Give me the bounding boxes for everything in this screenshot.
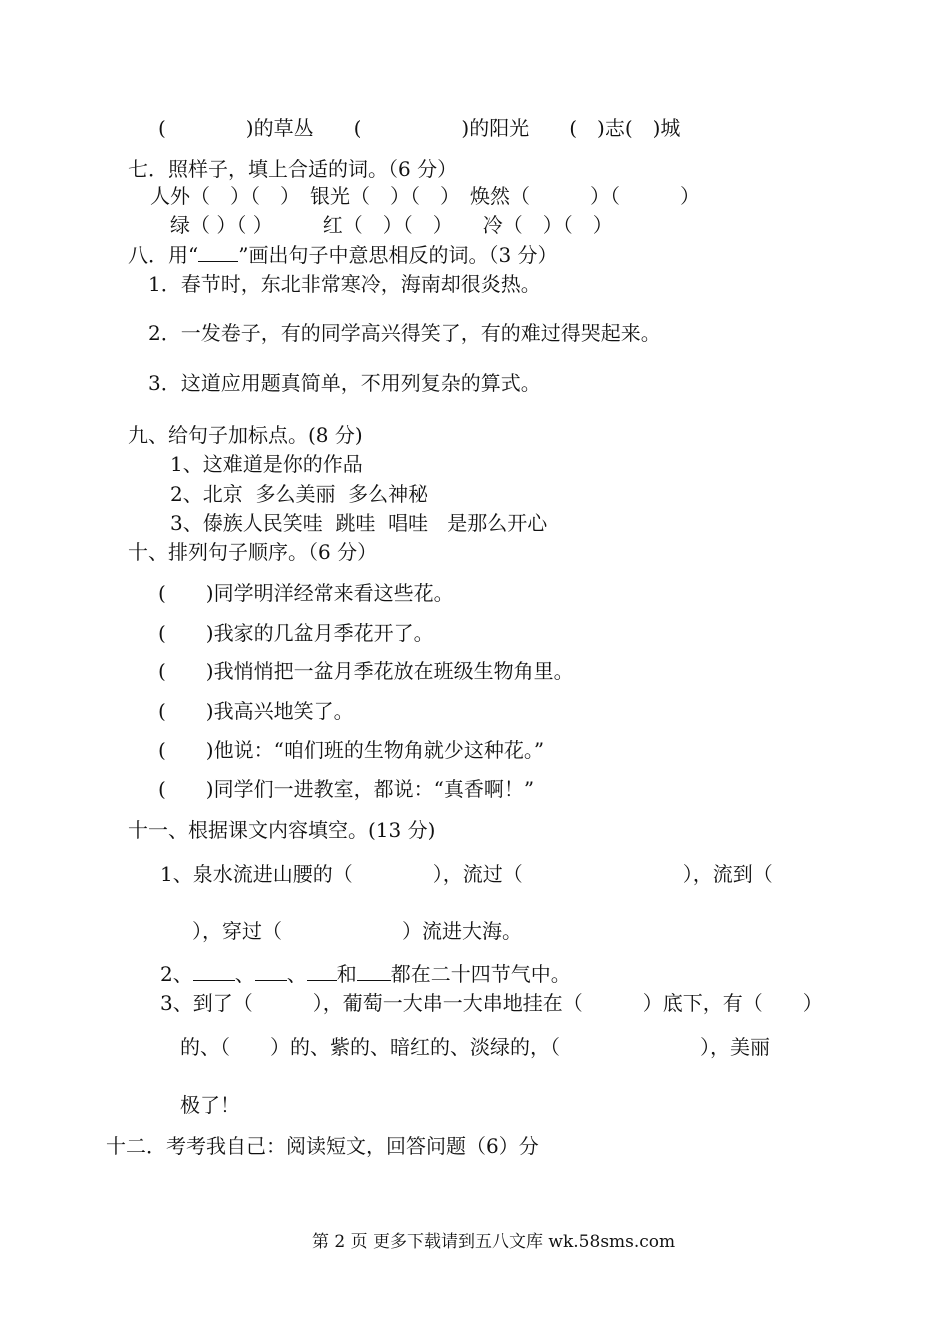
section-8-title: 八．用“ ”画出句子中意思相反的词。（3 分） — [128, 243, 558, 267]
answer-blank — [307, 962, 337, 981]
section-12-title: 十二．考考我自己：阅读短文，回答问题（6）分 — [106, 1134, 539, 1158]
section-11-item-1-line-2: ），穿过（ ）流进大海。 — [192, 919, 522, 943]
section-11-item-3-line-1: 3、到了（ ），葡萄一大串一大串地挂在（ ）底下，有（ ） — [160, 991, 823, 1015]
answer-blank — [193, 962, 235, 981]
section-11-item-1-line-1: 1、泉水流进山腰的（ ），流过（ ），流到（ — [160, 862, 773, 886]
fill-blank-line: ( )的草丛 ( )的阳光 ( )志( )城 — [158, 116, 681, 140]
section-9-item-1: 1、这难道是你的作品 — [170, 452, 363, 476]
section-9-item-2: 2、北京 多么美丽 多么神秘 — [170, 482, 429, 506]
section-10-title: 十、排列句子顺序。（6 分） — [128, 540, 378, 564]
section-8-item-2: 2．一发卷子，有的同学高兴得笑了，有的难过得哭起来。 — [148, 321, 661, 345]
section-11-item-2: 2、 、 、 和 都在二十四节气中。 — [160, 962, 571, 986]
section-11-item-3-line-3: 极了！ — [180, 1093, 240, 1117]
section-10-item-2: ( )我家的几盆月季花开了。 — [158, 621, 434, 645]
section-11-title: 十一、根据课文内容填空。(13 分) — [128, 818, 436, 842]
section-9-title: 九、给句子加标点。(8 分) — [128, 423, 363, 447]
section-10-item-1: ( )同学明洋经常来看这些花。 — [158, 581, 454, 605]
underline-sample — [198, 243, 238, 262]
section-11-item-3-line-2: 的、（ ）的、紫的、暗红的、淡绿的，（ ），美丽 — [180, 1035, 770, 1059]
answer-blank — [357, 962, 391, 981]
section-9-item-3: 3、傣族人民笑哇 跳哇 唱哇 是那么开心 — [170, 511, 548, 535]
section-10-item-6: ( )同学们一进教室，都说：“真香啊！” — [158, 777, 535, 801]
section-10-item-5: ( )他说：“咱们班的生物角就少这种花。” — [158, 738, 545, 762]
section-10-item-4: ( )我高兴地笑了。 — [158, 699, 354, 723]
section-7-row-2: 绿（ ）（ ） 红（ ）（ ） 冷（ ）（ ） — [170, 213, 613, 237]
section-7-row-1: 人外（ ）（ ） 银光（ ）（ ） 焕然（ ）（ ） — [150, 184, 700, 208]
section-7-title: 七．照样子，填上合适的词。（6 分） — [128, 157, 458, 181]
page-footer: 第 2 页 更多下载请到五八文库 wk.58sms.com — [312, 1232, 676, 1252]
answer-blank — [255, 962, 287, 981]
section-8-item-1: 1．春节时，东北非常寒冷，海南却很炎热。 — [148, 272, 541, 296]
section-8-item-3: 3．这道应用题真简单，不用列复杂的算式。 — [148, 371, 541, 395]
section-10-item-3: ( )我悄悄把一盆月季花放在班级生物角里。 — [158, 659, 574, 683]
